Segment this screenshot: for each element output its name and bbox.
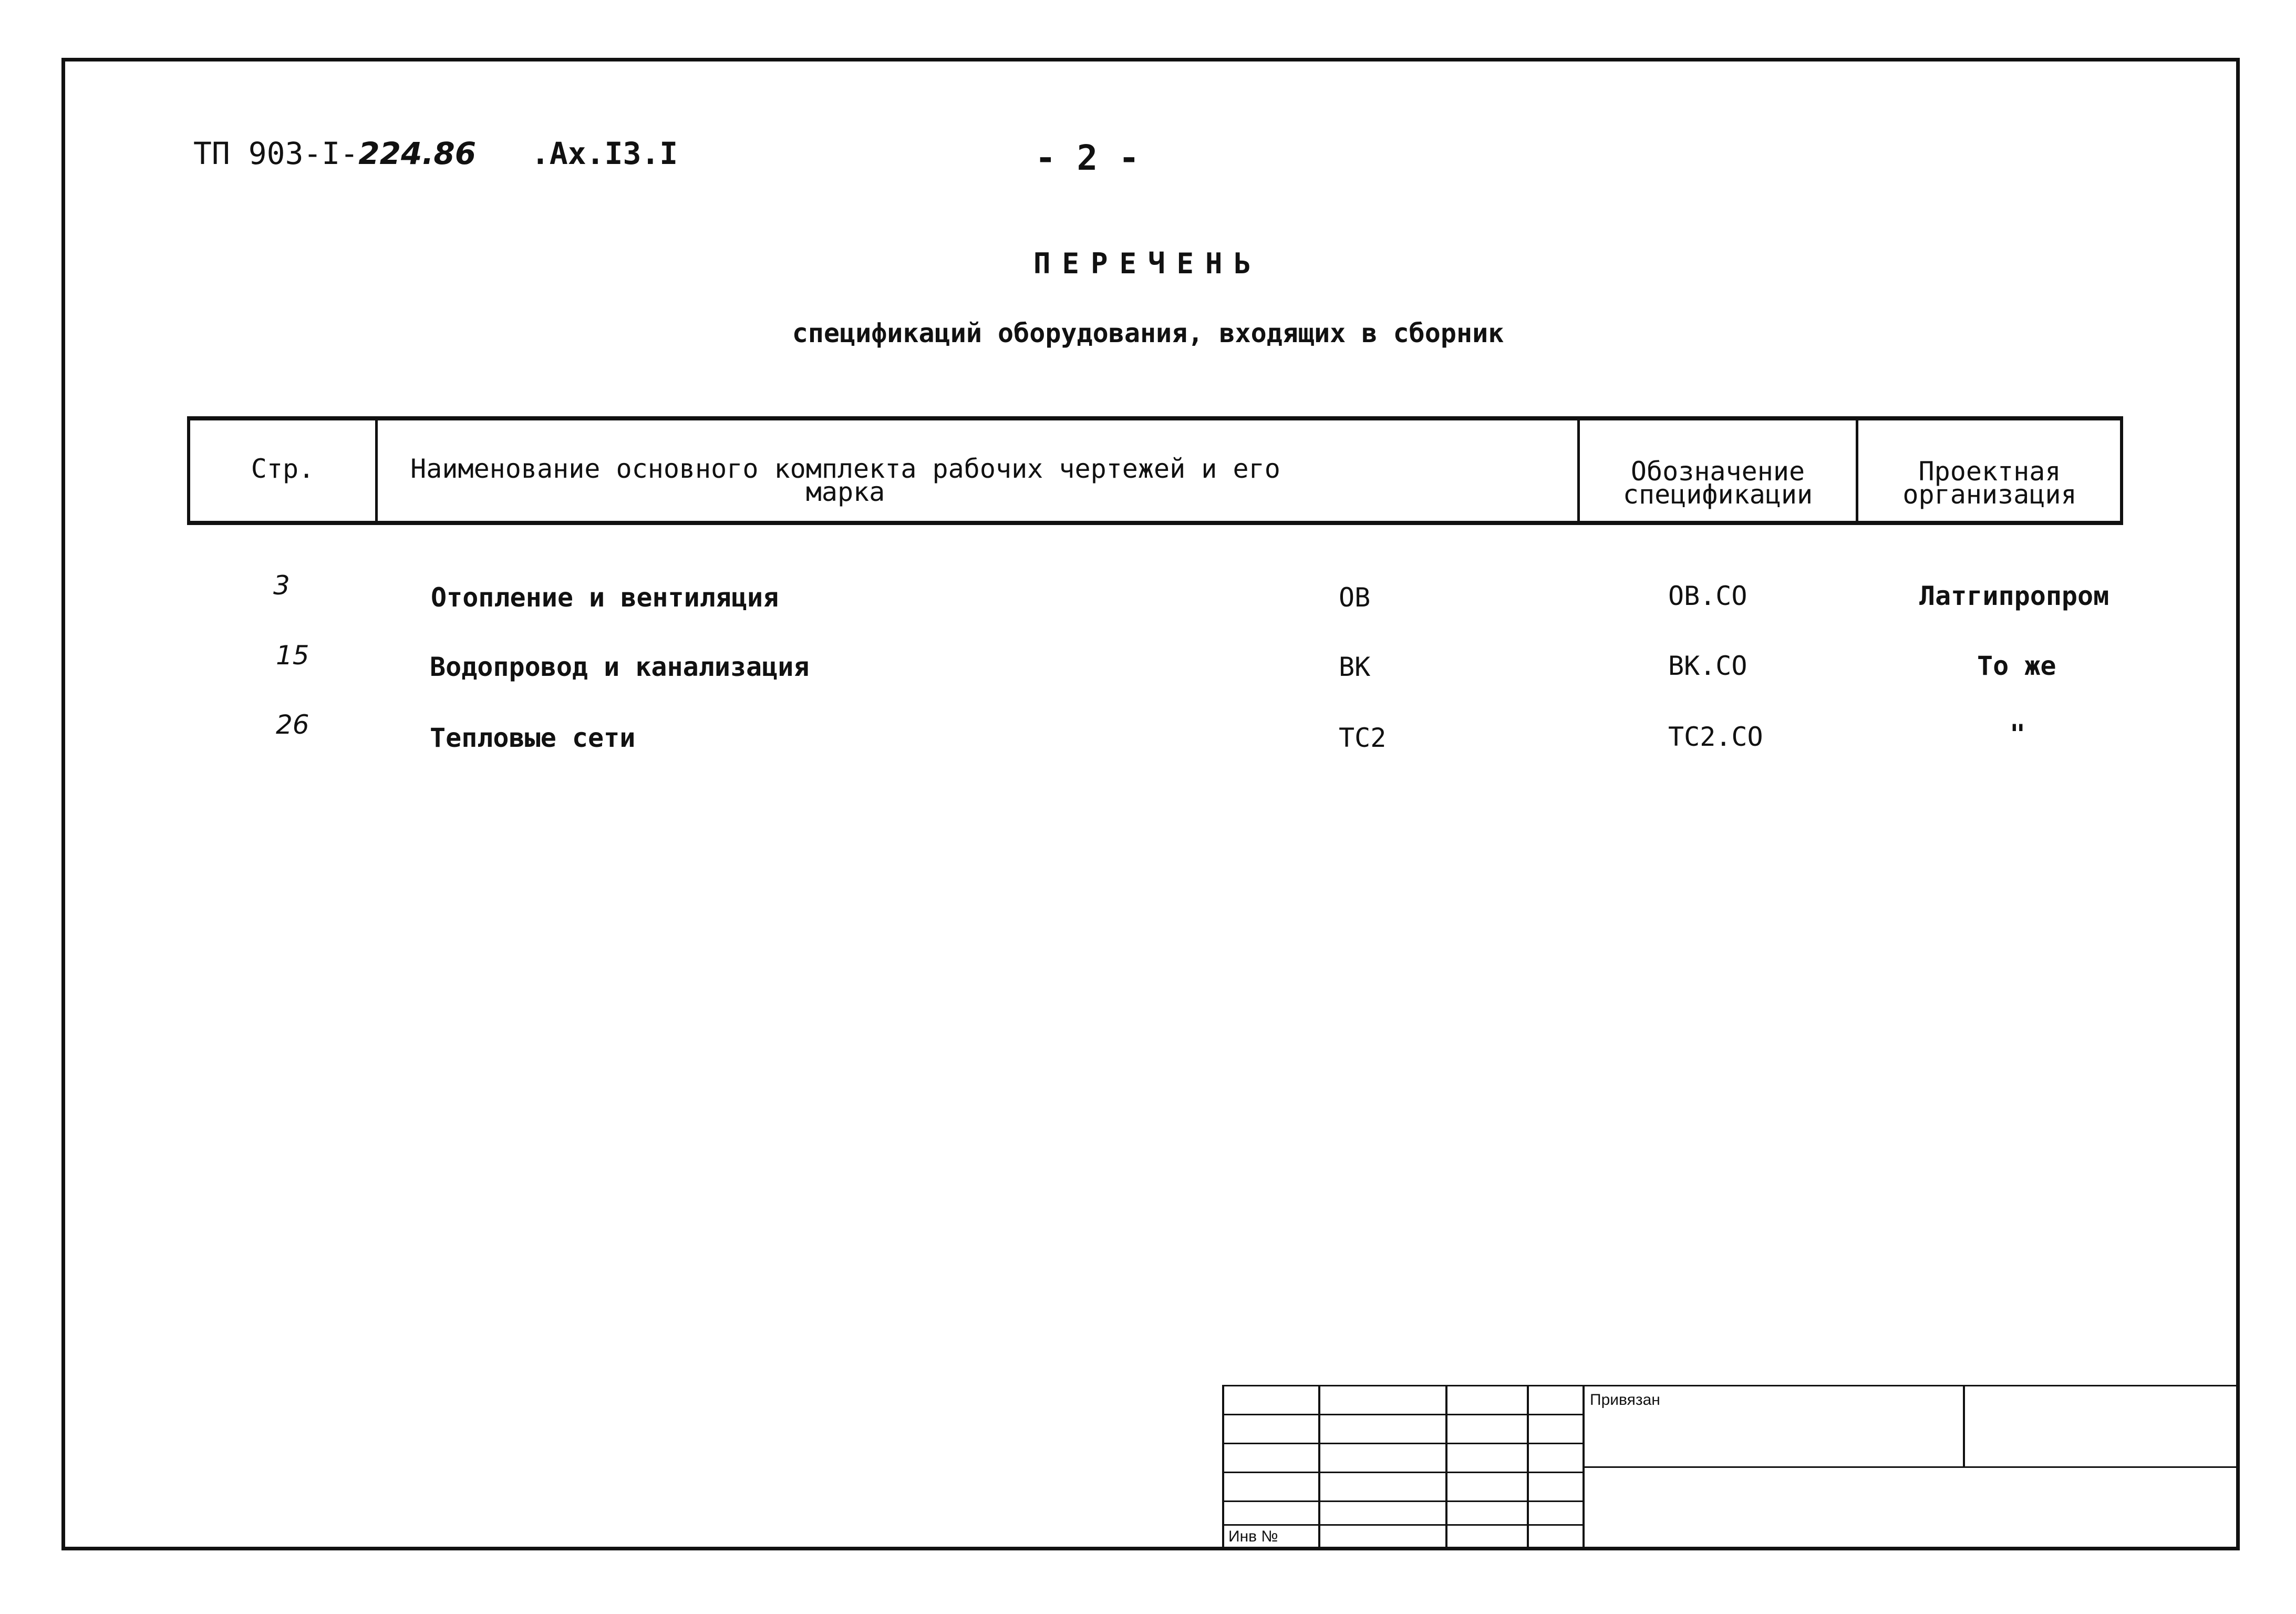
row-name: Отопление и вентиляция [431, 582, 779, 613]
row-mark: ОВ [1339, 582, 1371, 613]
row-name: Водопровод и канализация [430, 652, 810, 682]
stamp-attached-label: Привязан [1590, 1391, 1660, 1409]
document-code-handwritten: 224.86 [358, 136, 477, 171]
table-header [187, 416, 2123, 525]
row-mark: ВК [1339, 652, 1371, 682]
row-organization: " [2010, 719, 2026, 749]
row-designation: ВК.СО [1668, 651, 1747, 681]
row-organization: Латгипропром [1919, 581, 2109, 611]
header-name: Наименование основного комплекта рабочих чертежей и его марка [410, 454, 1280, 507]
row-designation: ТС2.СО [1668, 722, 1763, 752]
page-number: - 2 - [1035, 138, 1140, 178]
document-code-typed: ТП 903-I- [193, 136, 359, 171]
row-name: Тепловые сети [430, 723, 636, 753]
row-mark: ТС2 [1339, 723, 1387, 753]
page-title: ПЕРЕЧЕНЬ [1033, 247, 1263, 280]
header-page: Стр. [251, 454, 315, 484]
page-subtitle: спецификаций оборудования, входящих в сборник [792, 318, 1504, 348]
document-code [193, 136, 678, 171]
document-code-suffix: .Ах.I3.I [531, 136, 678, 171]
row-page: 26 [276, 710, 309, 740]
drawing-frame [61, 58, 2240, 1550]
header-designation: Обозначение спецификации [1622, 456, 1813, 510]
row-organization: То же [1977, 651, 2056, 681]
title-block-stamp [1222, 1385, 2240, 1550]
row-page: 15 [276, 640, 309, 671]
stamp-inventory-label: Инв № [1228, 1528, 1278, 1545]
header-organization: Проектная организация [1902, 456, 2077, 510]
row-page: 3 [273, 570, 290, 601]
row-designation: ОВ.СО [1668, 581, 1747, 611]
